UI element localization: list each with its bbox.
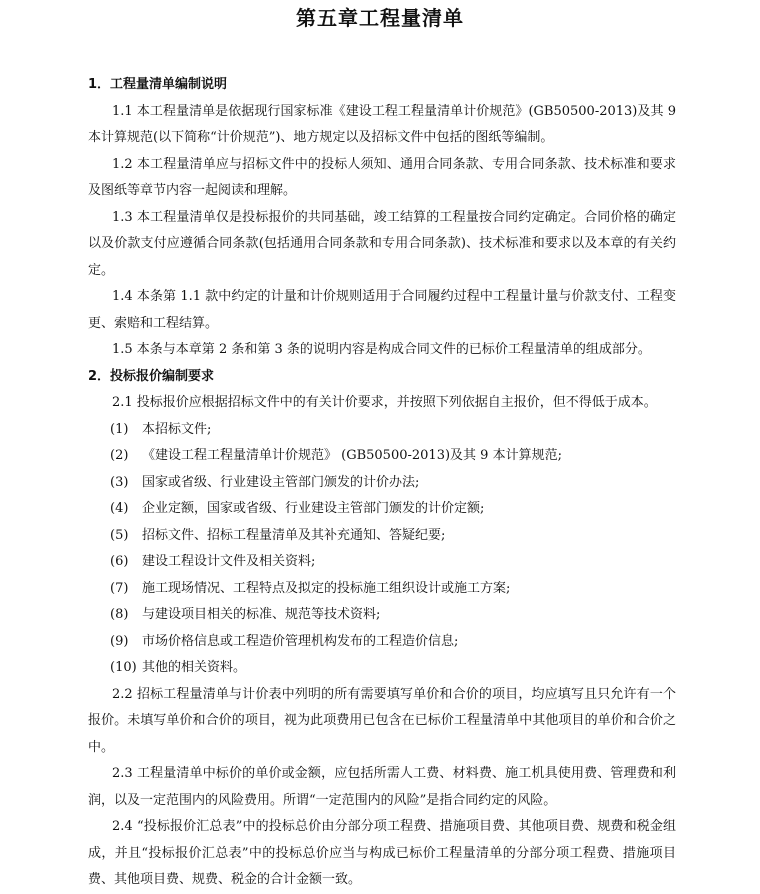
section-1-heading: 1．工程量清单编制说明 bbox=[88, 77, 228, 92]
list-item-number: (6) bbox=[110, 554, 129, 569]
list-item-number: (1) bbox=[110, 421, 129, 437]
list-item-number: (3) bbox=[110, 474, 129, 490]
list-item-text: 建设工程设计文件及相关资料; bbox=[142, 554, 316, 569]
paragraph-1-4: 1.4 本条第 1.1 款中约定的计量和计价规则适用于合同履约过程中工程量计量与价款支付、工程变更、索赔和工程结算。 bbox=[88, 289, 676, 331]
list-item bbox=[88, 496, 676, 523]
paragraph-1-3: 1.3 本工程量清单仅是投标报价的共同基础，竣工结算的工程量按合同约定确定。合同价格的确定以及价款支付应遵循合同条款(包括通用合同条款和专用合同条款)、技术标准和要求以及本章的有关约定。 bbox=[88, 209, 676, 278]
list-item-text: 国家或省级、行业建设主管部门颁发的计价办法; bbox=[142, 474, 420, 490]
list-item-text: 其他的相关资料。 bbox=[142, 660, 247, 675]
list-item-number: (5) bbox=[110, 527, 129, 543]
page-title: 第五章工程量清单 bbox=[296, 6, 464, 30]
section-2-heading: 2．投标报价编制要求 bbox=[88, 368, 215, 384]
paragraph-2-1: 2.1 投标报价应根据招标文件中的有关计价要求，并按照下列依据自主报价，但不得低于成本。 bbox=[112, 395, 657, 410]
list-item-number: (9) bbox=[110, 633, 129, 649]
paragraph-1-5: 1.5 本条与本章第 2 条和第 3 条的说明内容是构成合同文件的已标价工程量清单的组成部分。 bbox=[112, 342, 651, 357]
document-body bbox=[88, 72, 676, 894]
list-item bbox=[88, 576, 676, 603]
list-item-number: (8) bbox=[110, 607, 129, 622]
list-item-number: (7) bbox=[110, 580, 129, 596]
paragraph-2-3: 2.3 工程量清单中标价的单价或金额，应包括所需人工费、材料费、施工机具使用费、管理费和利润，以及一定范围内的风险费用。所谓“一定范围内的风险”是指合同约定的风险。 bbox=[88, 766, 676, 808]
paragraph-1-2: 1.2 本工程量清单应与招标文件中的投标人须知、通用合同条款、专用合同条款、技术标准和要求及图纸等章节内容一起阅读和理解。 bbox=[88, 156, 676, 198]
list-item-text: 招标文件、招标工程量清单及其补充通知、答疑纪要; bbox=[142, 527, 446, 543]
list-item-text: 施工现场情况、工程特点及拟定的投标施工组织设计或施工方案; bbox=[142, 580, 511, 596]
list-item bbox=[88, 549, 676, 576]
basis-list bbox=[88, 417, 676, 682]
list-item-number: (4) bbox=[110, 501, 129, 516]
paragraph-1-1: 1.1 本工程量清单是依据现行国家标准《建设工程工程量清单计价规范》(GB50500-2013)及其 9 本计算规范(以下简称“计价规范”)、地方规定以及招标文件中包括的图纸等编制。 bbox=[88, 103, 676, 145]
list-item-text: 与建设项目相关的标准、规范等技术资料; bbox=[142, 607, 381, 622]
list-item-number: (10) bbox=[110, 660, 137, 675]
list-item-number: (2) bbox=[110, 448, 129, 463]
list-item bbox=[88, 655, 676, 682]
list-item bbox=[88, 602, 676, 629]
list-item-text: 《建设工程工程量清单计价规范》 (GB50500-2013)及其 9 本计算规范; bbox=[142, 448, 562, 463]
list-item bbox=[88, 417, 676, 444]
list-item bbox=[88, 443, 676, 470]
list-item bbox=[88, 523, 676, 550]
list-item bbox=[88, 470, 676, 497]
paragraph-2-4: 2.4 “投标报价汇总表”中的投标总价由分部分项工程费、措施项目费、其他项目费、规费和税金组成，并且“投标报价汇总表”中的投标总价应当与构成已标价工程量清单的分部分项工程费、措施项目费、其他项目费、规费、税金的合计金额一致。 bbox=[88, 819, 676, 887]
paragraph-2-2: 2.2 招标工程量清单与计价表中列明的所有需要填写单价和合价的项目，均应填写且只允许有一个报价。未填写单价和合价的项目，视为此项费用已包含在已标价工程量清单中其他项目的单价和合价之中。 bbox=[88, 686, 676, 755]
list-item bbox=[88, 629, 676, 656]
list-item-text: 市场价格信息或工程造价管理机构发布的工程造价信息; bbox=[142, 633, 459, 649]
list-item-text: 本招标文件; bbox=[142, 421, 212, 437]
list-item-text: 企业定额，国家或省级、行业建设主管部门颁发的计价定额; bbox=[142, 501, 485, 516]
